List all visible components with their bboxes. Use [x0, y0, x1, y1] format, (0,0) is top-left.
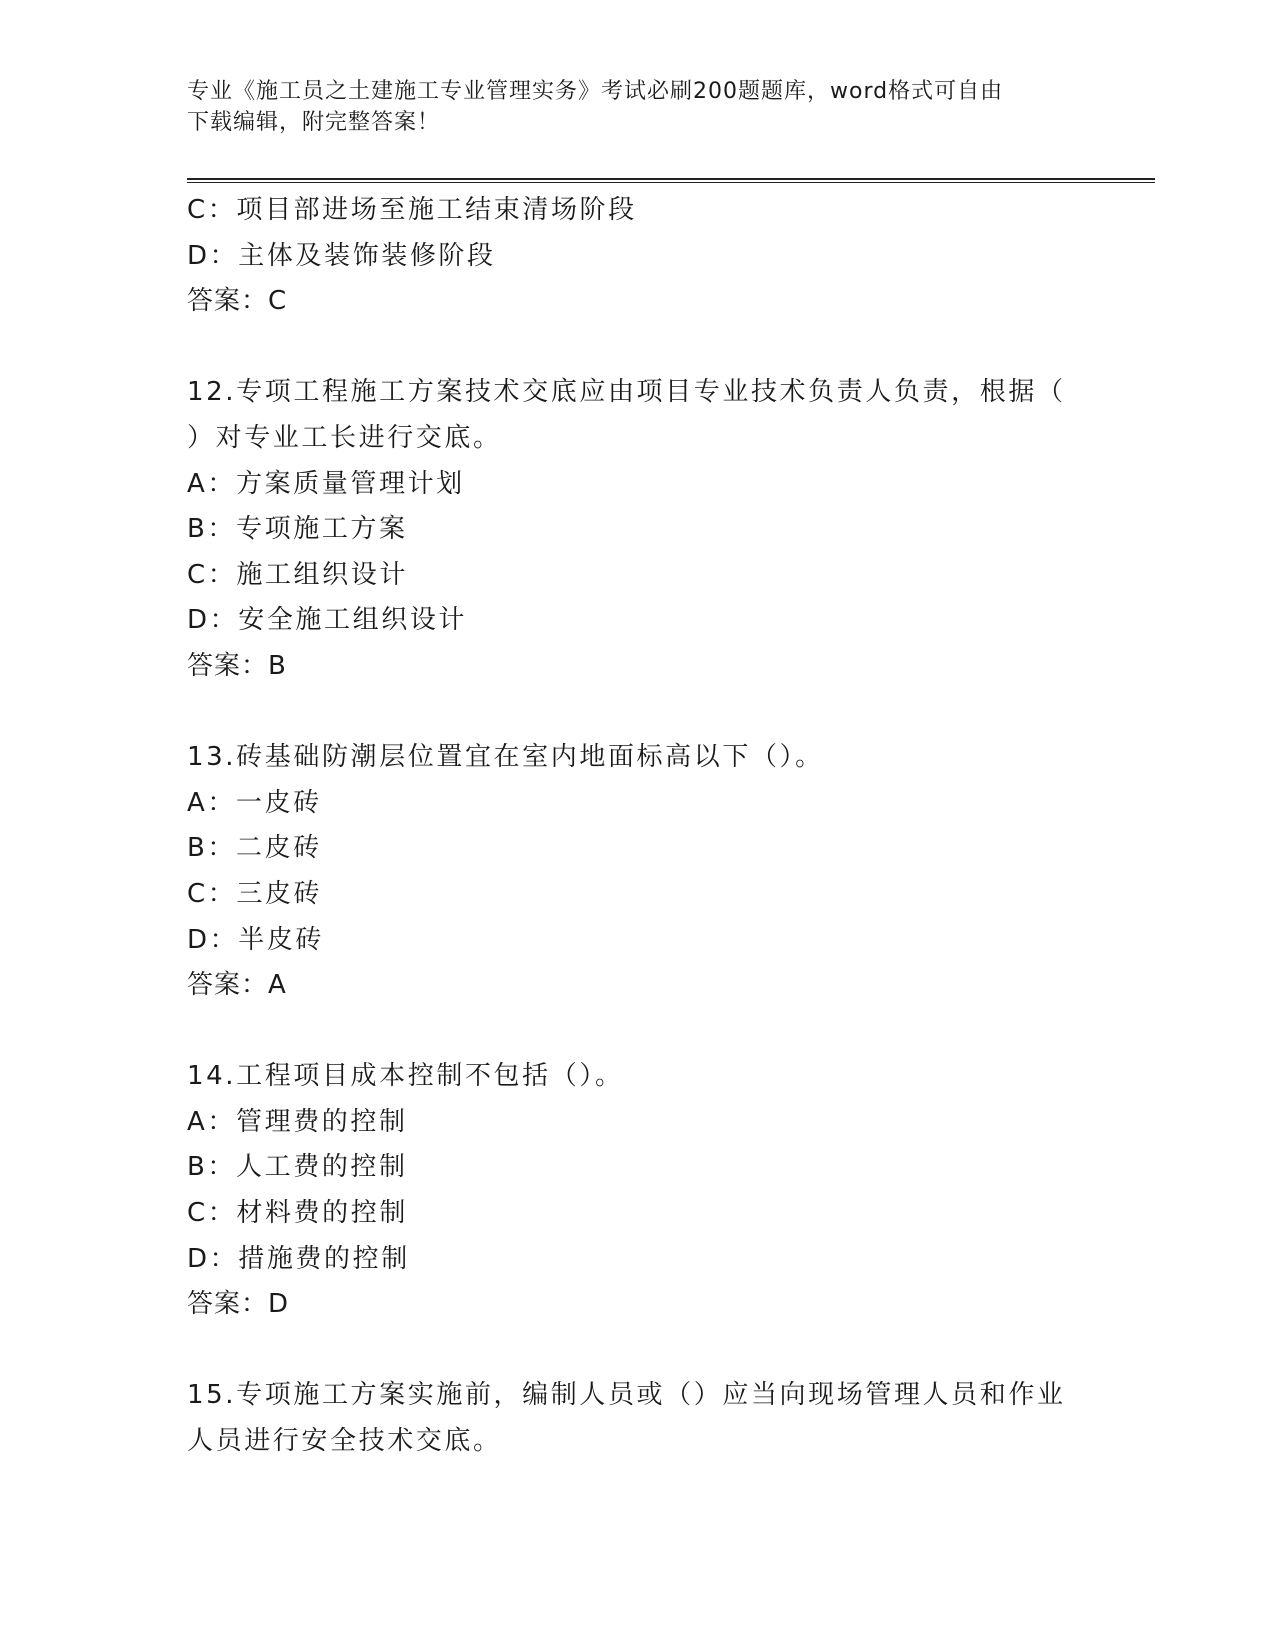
spacer: [187, 1328, 1087, 1374]
q14-answer: 答案：D: [187, 1289, 290, 1320]
q12-option-c: C：施工组织设计: [187, 559, 408, 590]
question-13: [187, 735, 1087, 1009]
q12-question-line-1: 12.专项工程施工方案技术交底应由项目专业技术负责人负责，根据（: [187, 377, 1066, 408]
q11-option-c: C：项目部进场至施工结束清场阶段: [187, 195, 637, 225]
q14-option-b: B：人工费的控制: [187, 1152, 408, 1183]
document-header: [187, 76, 1087, 138]
q14-question-line-1: 14.工程项目成本控制不包括（）。: [187, 1061, 624, 1092]
q13-option-c: C：三皮砖: [187, 878, 323, 909]
question-11-tail: [187, 188, 1087, 325]
q14-option-a: A：管理费的控制: [187, 1106, 408, 1137]
header-line-2: 下载编辑，附完整答案！: [187, 110, 441, 135]
document-body: [187, 188, 1087, 1465]
header-line-1: 专业《施工员之土建施工专业管理实务》考试必刷200题题库，word格式可自由: [187, 79, 1004, 104]
q11-answer: 答案：C: [187, 286, 288, 317]
q12-question-line-2: ）对专业工长进行交底。: [187, 422, 502, 453]
spacer: [187, 1009, 1087, 1055]
q12-option-d: D：安全施工组织设计: [187, 605, 468, 636]
question-12: [187, 370, 1087, 689]
q11-option-d: D：主体及装饰装修阶段: [187, 240, 496, 271]
q13-option-a: A：一皮砖: [187, 787, 322, 818]
q14-option-c: C：材料费的控制: [187, 1198, 408, 1229]
q13-question-line-1: 13.砖基础防潮层位置宜在室内地面标高以下（）。: [187, 742, 824, 773]
q12-option-a: A：方案质量管理计划: [187, 468, 465, 499]
spacer: [187, 690, 1087, 736]
q14-option-d: D：措施费的控制: [187, 1243, 410, 1274]
q13-answer: 答案：A: [187, 970, 287, 1001]
q13-option-b: B：二皮砖: [187, 833, 322, 864]
q15-question-line-2: 人员进行安全技术交底。: [187, 1426, 502, 1457]
question-15: [187, 1373, 1087, 1464]
spacer: [187, 325, 1087, 371]
q15-question-line-1: 15.专项施工方案实施前，编制人员或（）应当向现场管理人员和作业: [187, 1380, 1066, 1411]
q13-option-d: D：半皮砖: [187, 924, 325, 955]
header-divider: [187, 178, 1155, 183]
q12-answer: 答案：B: [187, 650, 287, 681]
question-14: [187, 1054, 1087, 1328]
q12-option-b: B：专项施工方案: [187, 514, 408, 545]
